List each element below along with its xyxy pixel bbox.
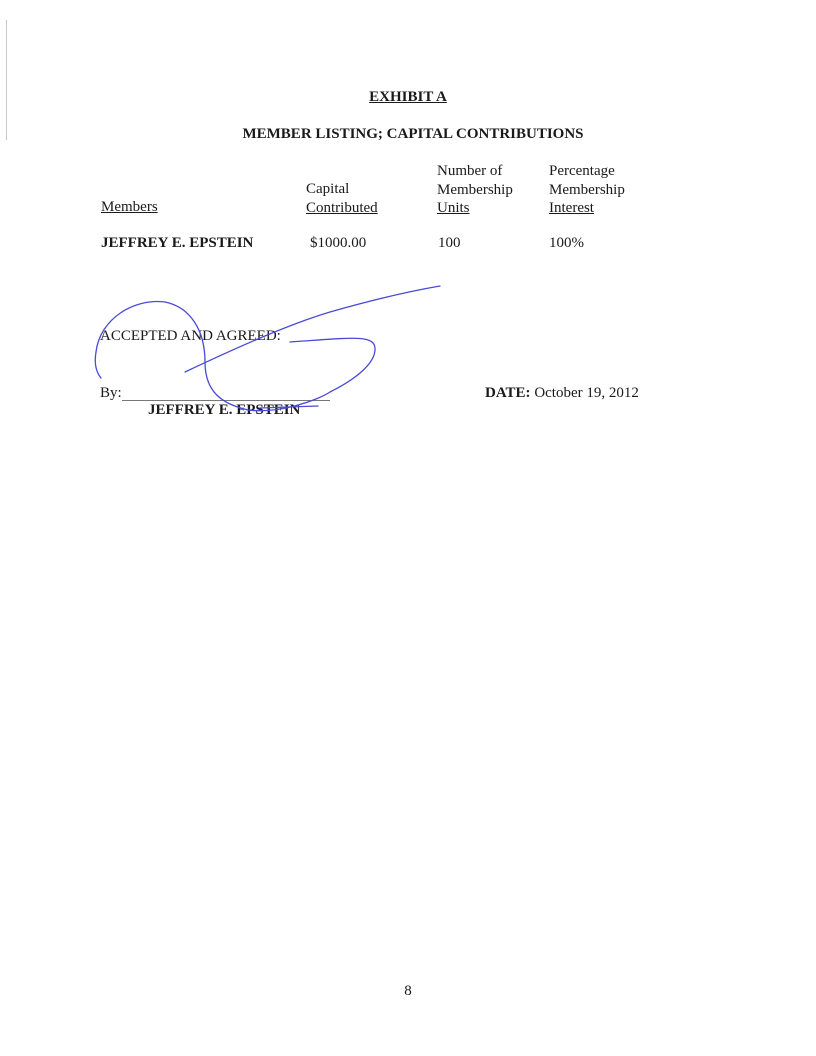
by-label: By: bbox=[100, 385, 122, 401]
row-percentage: 100% bbox=[549, 235, 584, 251]
date-label: DATE: bbox=[485, 385, 531, 401]
signature-strokes bbox=[95, 286, 440, 411]
header-percentage bbox=[549, 162, 625, 218]
date-block bbox=[485, 384, 639, 402]
header-members bbox=[101, 198, 158, 217]
header-pct-line1: Percentage bbox=[549, 163, 615, 179]
header-capital bbox=[306, 180, 378, 217]
accepted-agreed-label: ACCEPTED AND AGREED: bbox=[100, 328, 281, 344]
document-subtitle: MEMBER LISTING; CAPITAL CONTRIBUTIONS bbox=[242, 126, 584, 142]
page-number: 8 bbox=[404, 983, 412, 999]
row-member-name: JEFFREY E. EPSTEIN bbox=[101, 235, 254, 251]
header-units-line3: Units bbox=[437, 200, 470, 216]
header-capital-line1: Capital bbox=[306, 181, 350, 197]
header-units bbox=[437, 162, 513, 218]
header-pct-line2: Membership bbox=[549, 181, 625, 198]
signature-tail-stroke bbox=[95, 352, 101, 378]
header-units-line2: Membership bbox=[437, 181, 513, 198]
signature-loop-left bbox=[96, 301, 375, 410]
row-units: 100 bbox=[438, 235, 461, 251]
scan-edge-line bbox=[6, 20, 7, 140]
header-members-label: Members bbox=[101, 199, 158, 215]
header-units-line1: Number of bbox=[437, 163, 503, 179]
header-pct-line3: Interest bbox=[549, 200, 594, 216]
date-value: October 19, 2012 bbox=[534, 385, 639, 401]
exhibit-title: EXHIBIT A bbox=[369, 89, 447, 105]
row-capital: $1000.00 bbox=[310, 235, 367, 251]
header-capital-line2: Contributed bbox=[306, 199, 378, 216]
signatory-name: JEFFREY E. EPSTEIN bbox=[148, 402, 301, 418]
